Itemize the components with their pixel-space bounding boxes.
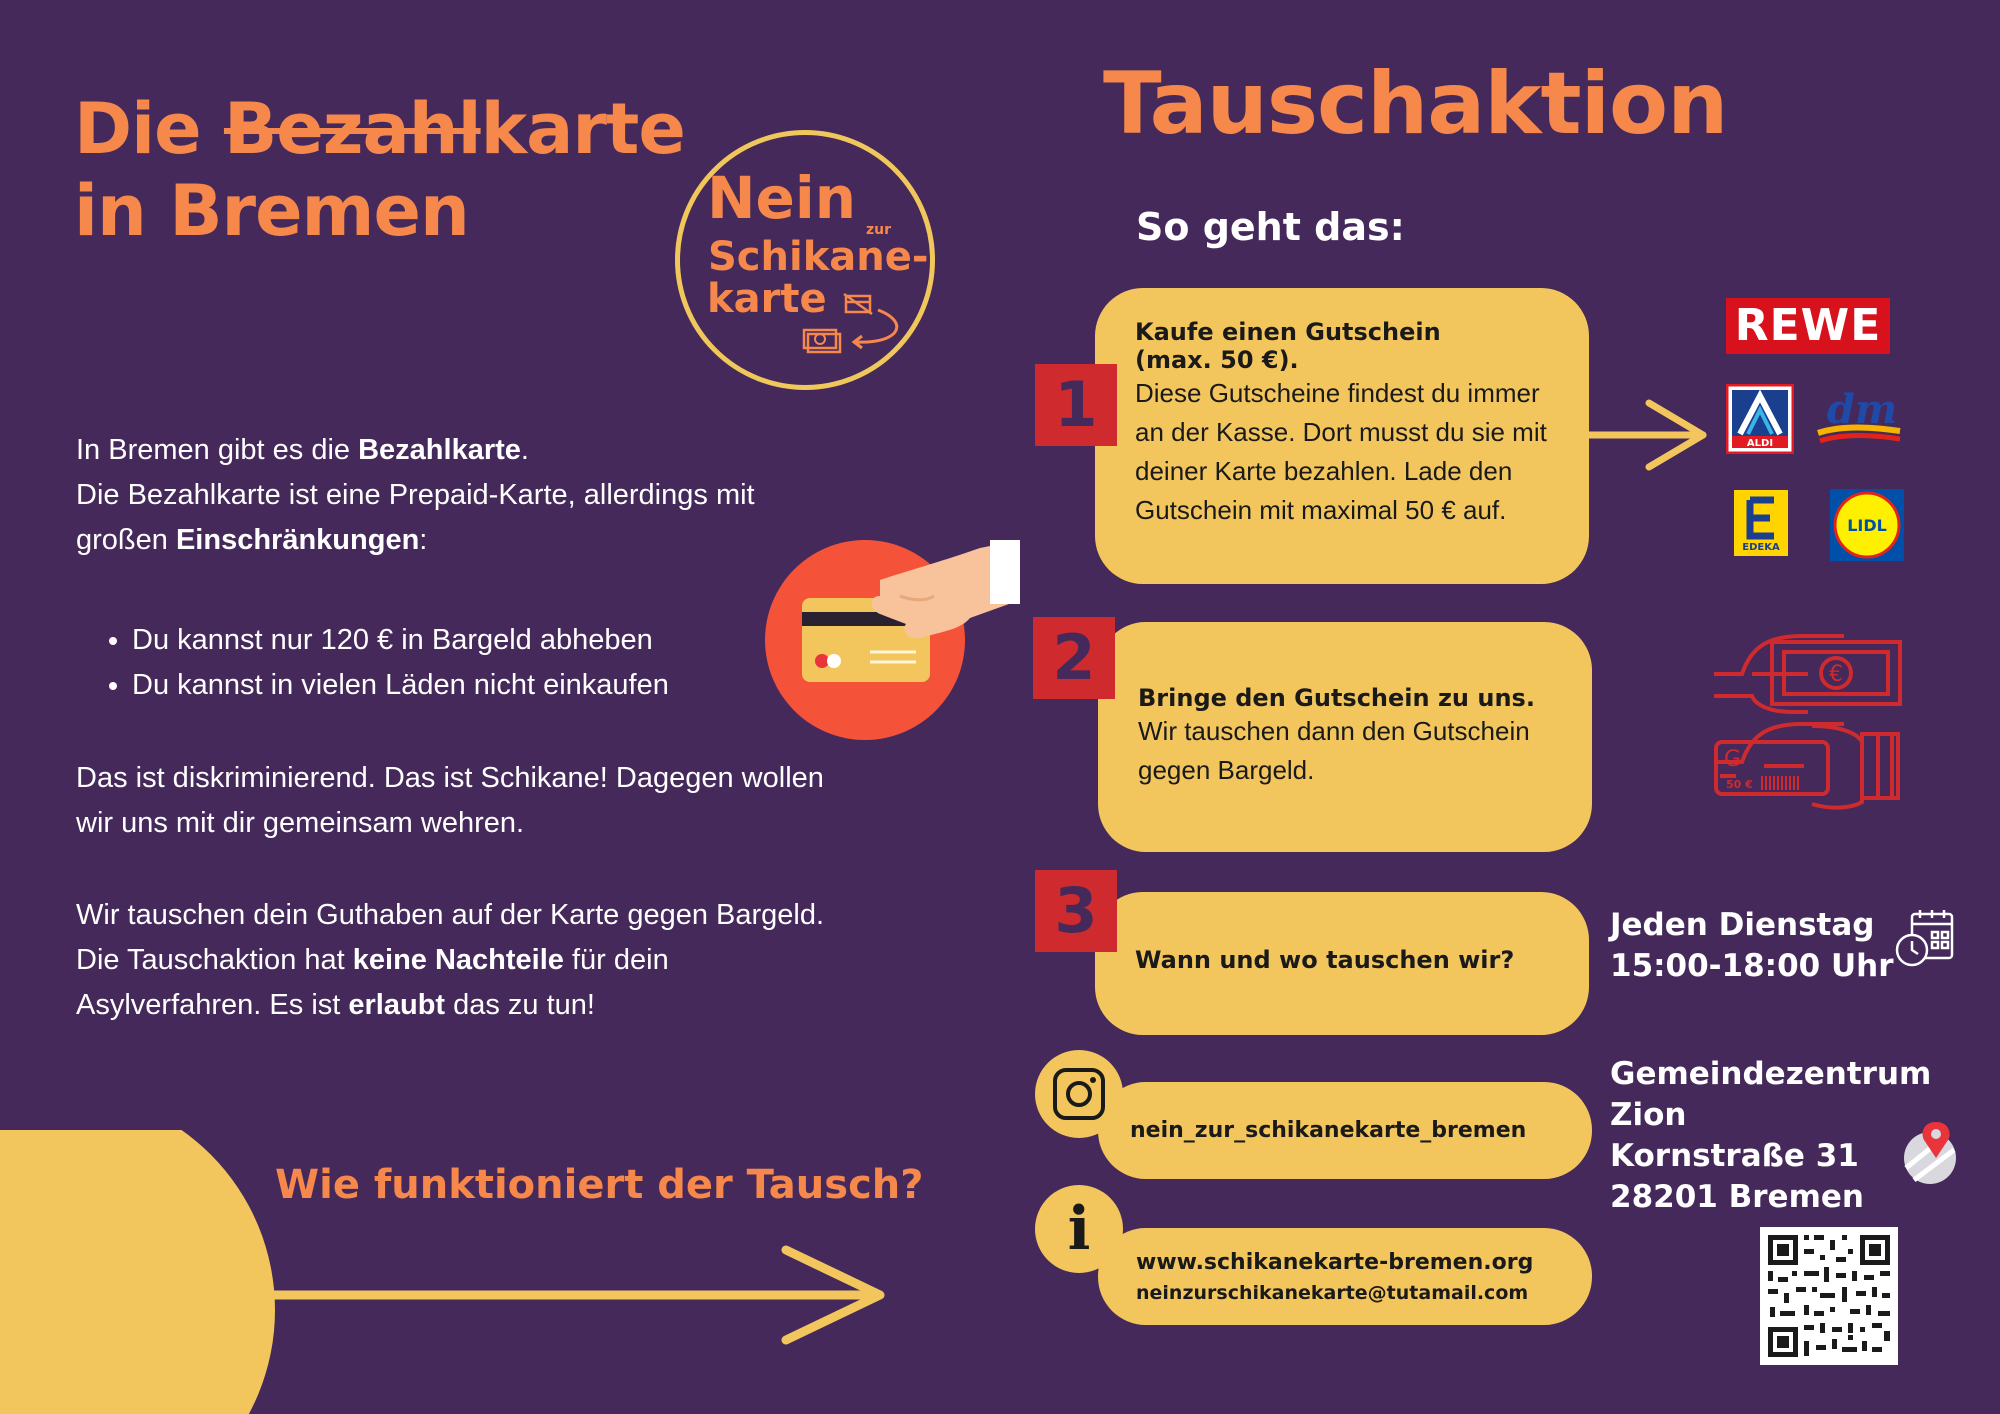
intro-paragraph: In Bremen gibt es die Bezahlkarte. Die Bezahlkarte ist eine Prepaid-Karte, allerdings mit großen Einschränkungen:	[76, 434, 755, 556]
bezahlkarte-emphasis: Bezahlkarte	[358, 434, 521, 466]
logo-card-exchange-icon	[800, 292, 910, 362]
step-2-number: 2	[1033, 617, 1115, 699]
aldi-logo	[1726, 384, 1794, 454]
logo-nein: Nein	[707, 164, 857, 232]
step-1-box	[1095, 288, 1589, 584]
how-subtitle: So geht das:	[1136, 205, 1405, 249]
restriction-item: • Du kannst in vielen Läden nicht einkaufen	[132, 663, 846, 708]
restriction-item: • Du kannst nur 120 € in Bargeld abheben	[132, 618, 846, 663]
venue-city: 28201 Bremen	[1610, 1179, 1864, 1215]
tauschaktion-title: Tauschaktion	[1103, 54, 1728, 154]
map-pin-icon	[1900, 1120, 1960, 1186]
step-1-number: 1	[1035, 364, 1117, 446]
calendar-clock-icon	[1894, 908, 1956, 968]
meeting-hours: 15:00-18:00 Uhr	[1610, 948, 1894, 984]
step-2-heading: Bringe den Gutschein zu uns.	[1138, 684, 1535, 712]
meeting-time	[1610, 905, 1894, 987]
qr-code[interactable]	[1760, 1227, 1898, 1365]
contact-box	[1098, 1228, 1592, 1325]
logo-zur: zur	[866, 222, 892, 238]
venue-street: Kornstraße 31	[1610, 1138, 1859, 1174]
title-die: Die	[74, 88, 201, 170]
step-2-text: Wir tauschen dann den Gutschein gegen Bargeld.	[1138, 716, 1530, 785]
step-3-number: 3	[1035, 870, 1117, 952]
step-3-box	[1095, 892, 1589, 1035]
exchange-paragraph: Wir tauschen dein Guthaben auf der Karte gegen Bargeld. Die Tauschaktion hat keine Nachteile für dein Asylverfahren. Es ist erlaubt das zu tun!	[76, 899, 825, 1021]
step-1-heading: Kaufe einen Gutschein (max. 50 €).	[1135, 318, 1441, 374]
voucher-letter: G	[1724, 747, 1742, 772]
step-2-box	[1098, 622, 1592, 852]
money-euro-symbol: €	[1829, 662, 1843, 687]
payment-card-hand-icon	[760, 540, 1020, 740]
title-strikethrough: Bezahl	[223, 88, 481, 170]
lidl-logo-text: LIDL	[1847, 516, 1887, 535]
edeka-logo	[1734, 490, 1788, 556]
title-line2: in Bremen	[74, 170, 469, 252]
logo-schikane: Schikane-	[708, 234, 929, 280]
aldi-logo-text: ALDI	[1746, 438, 1774, 449]
cash-exchange-icon	[1712, 626, 1908, 814]
rewe-logo: REWE	[1726, 298, 1890, 354]
instagram-handle[interactable]: nein_zur_schikanekarte_bremen	[1098, 1082, 1592, 1179]
page-title	[74, 88, 685, 252]
logo-karte: karte	[707, 276, 827, 322]
email-link[interactable]: neinzurschikanekarte@tutamail.com	[1136, 1282, 1529, 1304]
restriction-list	[76, 618, 846, 708]
website-link[interactable]: www.schikanekarte-bremen.org	[1136, 1250, 1534, 1275]
step-1-text: Diese Gutscheine findest du immer an der Kasse. Dort musst du sie mit deiner Karte bezahlen. Lade den Gutschein mit maximal 50 € auf.	[1135, 378, 1547, 525]
voucher-amount: 50 €	[1726, 778, 1753, 791]
title-karte: karte	[480, 88, 685, 170]
how-it-works-heading: Wie funktioniert der Tausch?	[275, 1162, 924, 1208]
venue-name: Gemeindezentrum Zion	[1610, 1056, 1932, 1133]
meeting-day: Jeden Dienstag	[1610, 907, 1875, 943]
dm-logo-text: dm	[1826, 386, 1898, 433]
info-icon: i	[1035, 1185, 1123, 1273]
einschraenkungen-emphasis: Einschränkungen	[175, 524, 420, 556]
dm-logo	[1812, 385, 1906, 447]
lidl-logo	[1830, 489, 1904, 561]
edeka-logo-text: EDEKA	[1742, 542, 1780, 553]
step-3-heading: Wann und wo tauschen wir?	[1135, 946, 1515, 974]
discrimination-paragraph: Das ist diskriminierend. Das ist Schikane! Dagegen wollen wir uns mit dir gemeinsam wehren.	[76, 762, 824, 839]
step-1-arrow-icon	[1585, 395, 1715, 475]
instagram-icon	[1051, 1066, 1107, 1122]
